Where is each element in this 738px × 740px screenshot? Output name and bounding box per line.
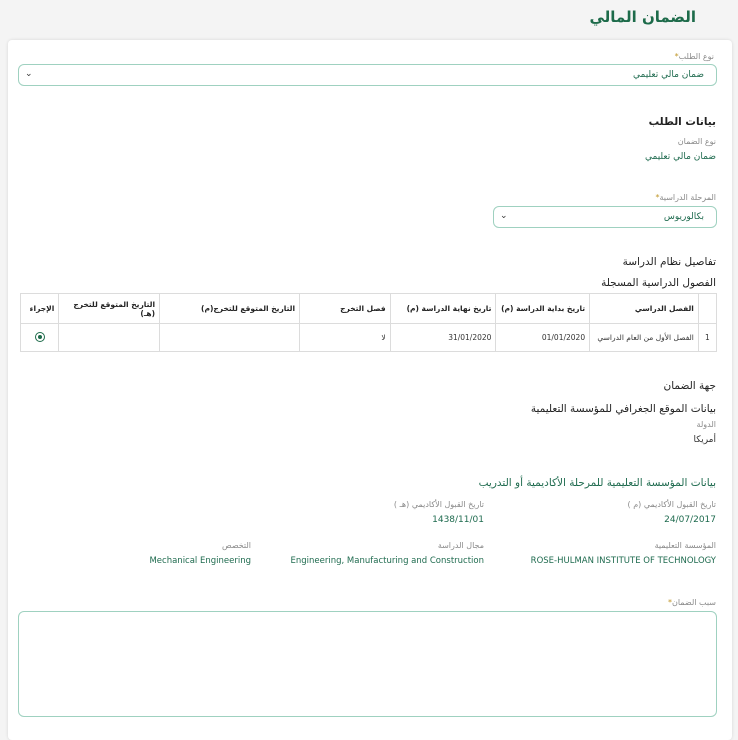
guarantee-type-value: ضمان مالي تعليمي [645,152,716,162]
row-graduation: لا [300,324,391,352]
row-num: 1 [698,324,716,352]
row-start: 01/01/2020 [496,324,590,352]
guarantee-type-label: نوع الضمان [677,137,716,146]
col-header-num [698,294,716,324]
request-data-heading: بيانات الطلب [648,116,716,128]
study-level-select[interactable] [493,206,717,228]
semesters-table [20,293,717,352]
field-value: Engineering, Manufacturing and Construction [290,556,484,566]
page-title: الضمان المالي [589,8,696,26]
request-type-value: ضمان مالي تعليمي [633,70,704,80]
acceptance-g-value: 24/07/2017 [664,515,716,525]
location-heading: بيانات الموقع الجغرافي للمؤسسة التعليمية [530,403,716,415]
row-semester: الفصل الأول من العام الدراسي [590,324,699,352]
major-value: Mechanical Engineering [149,556,251,566]
table-row [21,324,717,352]
col-header-action: الإجراء [21,294,59,324]
institution-heading: بيانات المؤسسة التعليمية للمرحلة الأكاديمية أو التدريب [478,477,716,489]
acceptance-g-label: تاريخ القبول الأكاديمي (م ) [627,500,716,509]
row-action [21,324,59,352]
form-card [8,40,732,740]
institution-value: ROSE-HULMAN INSTITUTE OF TECHNOLOGY [530,556,716,566]
row-expected-h [59,324,160,352]
acceptance-h-value: 1438/11/01 [432,515,484,525]
request-type-label: نوع الطلب* [674,52,714,61]
major-label: التخصص [222,541,251,550]
reason-label: سبب الضمان* [667,598,716,607]
col-header-end: تاريخ نهاية الدراسة (م) [390,294,496,324]
field-label: مجال الدراسة [437,541,484,550]
country-value: أمريكا [693,435,716,445]
table-header-row [21,294,717,324]
semesters-heading: الفصول الدراسية المسجلة [601,277,716,289]
col-header-semester: الفصل الدراسي [590,294,699,324]
col-header-expected-h: التاريخ المتوقع للتخرج (هـ) [59,294,160,324]
col-header-start: تاريخ بداية الدراسة (م) [496,294,590,324]
study-level-label: المرحلة الدراسية* [655,193,716,202]
acceptance-h-label: تاريخ القبول الأكاديمي (هـ ) [393,500,484,509]
chevron-down-icon: ⌄ [25,69,33,79]
country-label: الدولة [696,420,716,429]
col-header-graduation: فصل التخرج [300,294,391,324]
institution-label: المؤسسة التعليمية [654,541,716,550]
row-end: 31/01/2020 [390,324,496,352]
study-level-value: بكالوريوس [663,212,704,222]
guarantor-heading: جهة الضمان [663,380,716,392]
row-expected-g [160,324,300,352]
col-header-expected-g: التاريخ المتوقع للتخرج(م) [160,294,300,324]
chevron-down-icon: ⌄ [500,211,508,221]
request-type-select[interactable] [18,64,717,86]
reason-textarea[interactable] [18,611,717,717]
select-radio[interactable] [35,332,45,342]
study-system-heading: تفاصيل نظام الدراسة [622,256,716,268]
